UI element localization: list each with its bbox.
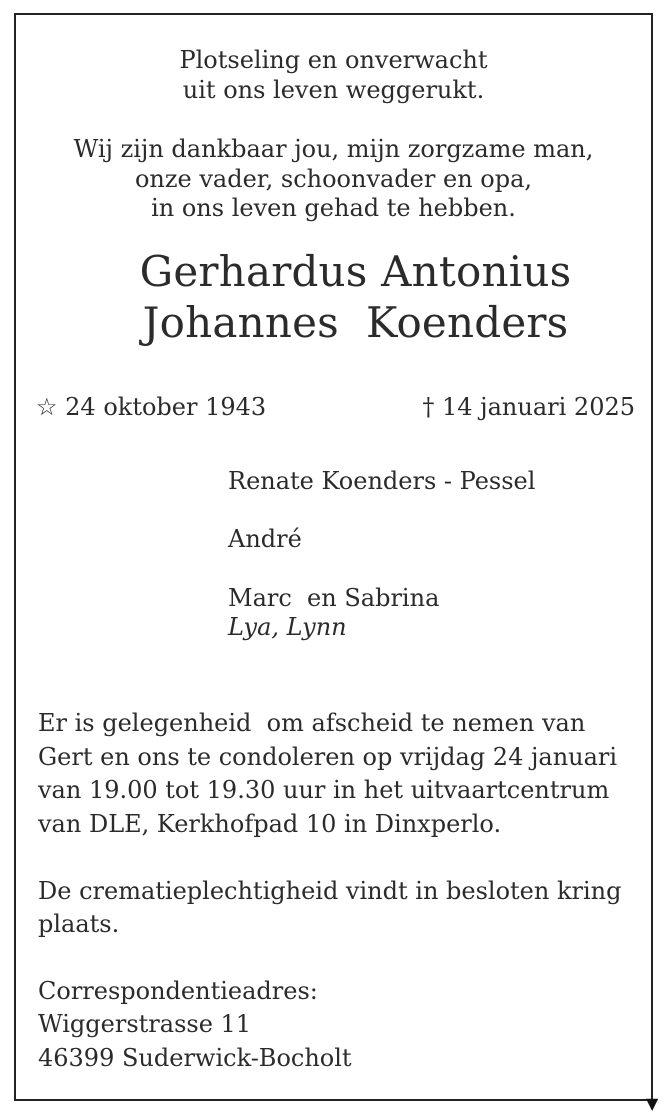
address-heading: Correspondentieadres: (38, 977, 318, 1005)
intro-line-3: Wij zijn dankbaar jou, mijn zorgzame man, (73, 135, 594, 163)
cross-icon: † (422, 393, 435, 421)
family-line-3: Marc en Sabrina (228, 584, 440, 612)
birth-date-text: 24 oktober 1943 (65, 393, 267, 421)
intro-line-2: uit ons leven weggerukt. (182, 76, 485, 104)
family-line-2: André (228, 525, 302, 553)
star-icon: ☆ (36, 393, 58, 421)
condolence-line-3: van 19.00 tot 19.30 uur in het uitvaartcentrum (38, 776, 610, 804)
death-date-text: 14 januari 2025 (442, 393, 635, 421)
deceased-name-line-2: Johannes Koenders (142, 298, 569, 347)
deceased-name-line-1: Gerhardus Antonius (139, 247, 572, 296)
address-city: 46399 Suderwick-Bocholt (38, 1044, 352, 1072)
family-line-1: Renate Koenders - Pessel (228, 467, 536, 495)
cremation-line-1: De crematieplechtigheid vindt in besloten kring (38, 877, 622, 905)
intro-line-4: onze vader, schoonvader en opa, (134, 165, 533, 193)
condolence-line-4: van DLE, Kerkhofpad 10 in Dinxperlo. (38, 810, 502, 838)
condolence-line-1: Er is gelegenheid om afscheid te nemen van (38, 709, 586, 737)
intro-line-5: in ons leven gehad te hebben. (151, 194, 516, 222)
family-line-4: Lya, Lynn (228, 613, 347, 641)
address-street: Wiggerstrasse 11 (38, 1010, 252, 1038)
birth-date (36, 392, 266, 422)
condolence-line-2: Gert en ons te condoleren op vrijdag 24 januari (38, 743, 618, 771)
intro-line-1: Plotseling en onverwacht (179, 46, 488, 74)
scroll-down-arrow-icon[interactable]: ▼ (646, 1094, 659, 1113)
cremation-line-2: plaats. (38, 910, 120, 938)
death-date (422, 392, 635, 422)
